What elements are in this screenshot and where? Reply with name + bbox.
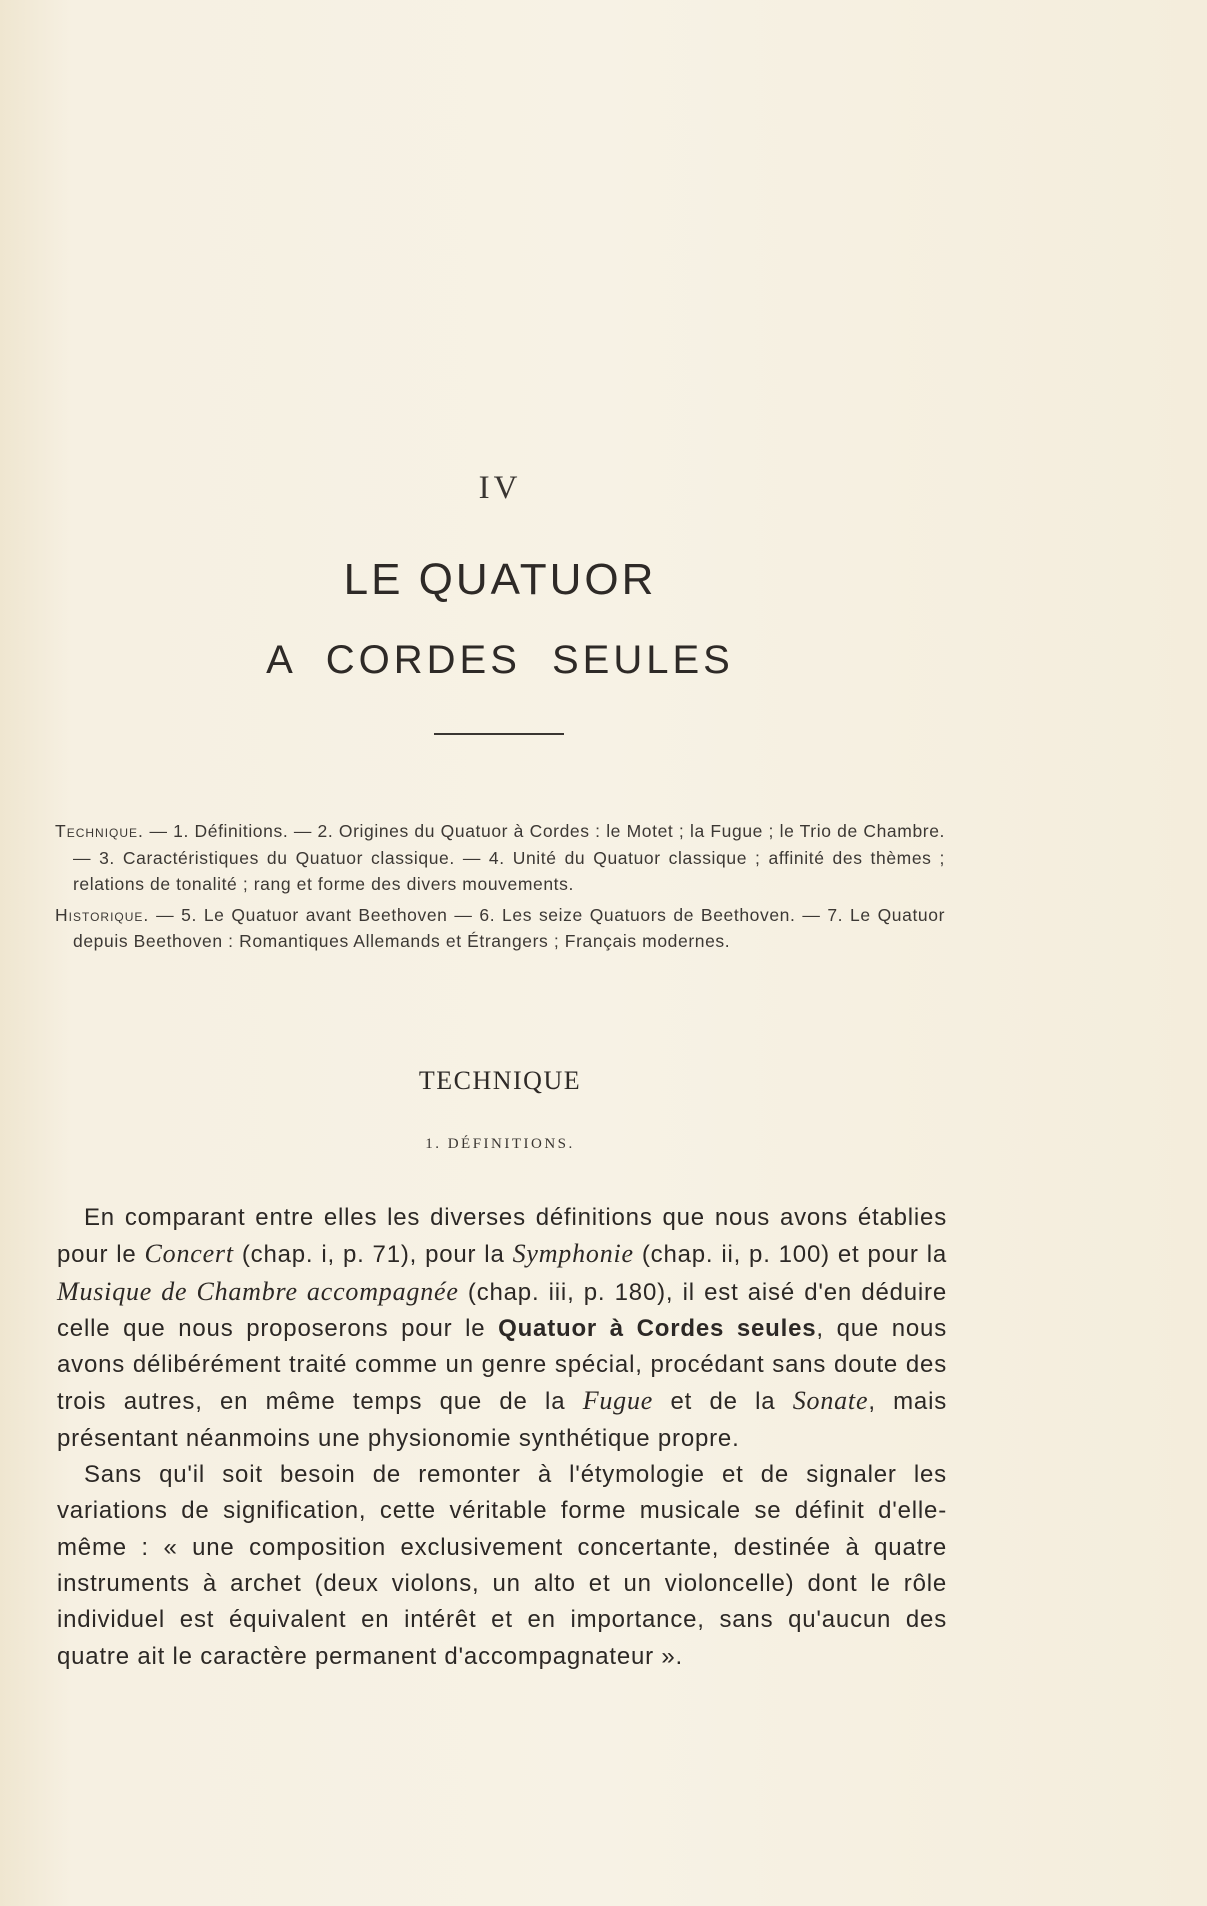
body-text	[57, 1200, 947, 1675]
summary-historique	[55, 902, 945, 955]
text-run: (chap. iii, p. 180), il est aisé d'en déduire celle que nous proposerons pour le	[57, 1278, 947, 1342]
summary-historique-text: — 5. Le Quatuor avant Beethoven — 6. Les seize Quatuors de Beethoven. — 7. Le Quatuor depuis Beethoven : Romantiques Allemands et Étrangers ; Français modernes.	[73, 904, 945, 951]
italic-symphonie: Symphonie	[512, 1239, 634, 1269]
italic-concert: Concert	[144, 1239, 234, 1269]
text-run: (chap. ii, p. 100) et pour la	[633, 1241, 947, 1269]
bold-quatuor: Quatuor à Cordes seules	[498, 1314, 817, 1342]
section-heading: TECHNIQUE	[418, 1066, 582, 1095]
summary-technique-label: Technique.	[55, 821, 144, 841]
chapter-title-line2: A CORDES SEULES	[266, 638, 734, 682]
text-run: (chap. i, p. 71), pour la	[233, 1241, 513, 1269]
title-divider	[434, 733, 564, 735]
chapter-number: IV	[478, 470, 522, 506]
italic-sonate: Sonate	[792, 1386, 869, 1416]
italic-musique-de-chambre: Musique de Chambre accompagnée	[57, 1276, 459, 1306]
italic-fugue: Fugue	[582, 1386, 654, 1416]
summary-technique	[55, 818, 945, 898]
paragraph-1	[57, 1200, 947, 1457]
summary-historique-label: Historique.	[55, 904, 150, 925]
text-run: , que nous avons délibérément traité comme un genre spécial, procédant sans doute des trois autres, en même temps que de la	[57, 1314, 947, 1416]
text-run: et de la	[653, 1388, 793, 1416]
text-run: En comparant entre elles les diverses définitions que nous avons établies pour le	[57, 1204, 947, 1269]
paragraph-2: Sans qu'il soit besoin de remonter à l'étymologie et de signaler les variations de signification, cette véritable forme musicale se définit d'elle-même : « une composition exclusivement concertante, destinée à quatre instruments à archet (deux violons, un alto et un violoncelle) dont le rôle individuel est équivalent en intérêt et en importance, sans qu'aucun des quatre ait le caractère permanent d'accompagnateur ».	[57, 1461, 947, 1670]
chapter-summary	[55, 818, 945, 959]
summary-technique-text: — 1. Définitions. — 2. Origines du Quatuor à Cordes : le Motet ; la Fugue ; le Trio de Chambre. — 3. Caractéristiques du Quatuor classique. — 4. Unité du Quatuor classique ; affinité des thèmes ; relations de tonalité ; rang et forme des divers mouvements.	[73, 821, 945, 894]
section-subheading: 1. DÉFINITIONS.	[425, 1136, 575, 1152]
text-run: , mais présentant néanmoins une physionomie synthétique propre.	[57, 1388, 948, 1452]
chapter-title-line1: LE QUATUOR	[343, 555, 657, 604]
